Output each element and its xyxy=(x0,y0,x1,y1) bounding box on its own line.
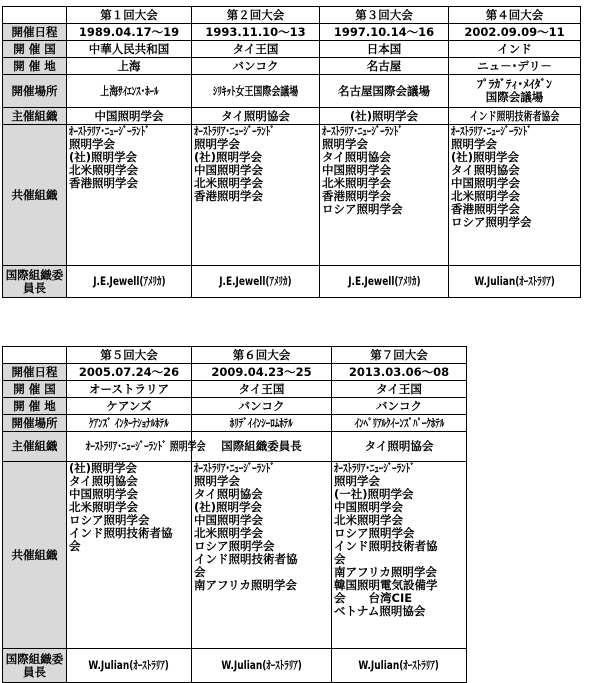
list-item: タイ照明協会 xyxy=(322,150,391,164)
cell: (社)照明学会 xyxy=(320,108,449,125)
list-item: ロシア照明学会 xyxy=(69,513,150,527)
row-cosponsors xyxy=(3,125,581,266)
list-item: 北米照明学会 xyxy=(194,526,263,540)
list-item: 照明学会 xyxy=(322,137,368,151)
row-cosponsors xyxy=(3,462,467,649)
cell: 上海 xyxy=(67,58,192,75)
cell xyxy=(449,266,581,298)
cell xyxy=(320,266,449,298)
cosponsor-cell xyxy=(67,462,192,649)
list-item: 香港照明学会 xyxy=(69,176,138,190)
cell xyxy=(67,415,192,432)
row-chair xyxy=(3,649,467,683)
cell-text: J.E.Jewell(ｱﾒﾘｶ) xyxy=(219,274,292,288)
list-item: タイ照明協会 xyxy=(194,487,263,501)
cell xyxy=(449,108,581,125)
list-item: 会 台湾CIE xyxy=(334,591,413,605)
row-venue xyxy=(3,415,467,432)
row-label: 開催日程 xyxy=(3,24,67,41)
list-item: 香港照明学会 xyxy=(194,189,263,203)
list-item: ロシア照明学会 xyxy=(194,539,275,553)
cell: 中華人民共和国 xyxy=(67,41,192,58)
list-item: 会 xyxy=(194,565,206,579)
list-item: 照明学会 xyxy=(194,474,240,488)
cell: タイ王国 xyxy=(192,381,332,398)
row-label: 開 催 地 xyxy=(3,58,67,75)
row-label: 開 催 国 xyxy=(3,41,67,58)
cell xyxy=(449,75,581,108)
cell: 国際組織委員長 xyxy=(192,432,332,462)
cell xyxy=(67,75,192,108)
list-item: インド照明技術者協 xyxy=(194,552,298,566)
list-item: 中国照明学会 xyxy=(334,500,403,514)
list-item: 中国照明学会 xyxy=(194,163,263,177)
cell: インド xyxy=(449,41,581,58)
cell: 日本国 xyxy=(320,41,449,58)
list-item: 中国照明学会 xyxy=(451,176,520,190)
cell: 2002.09.09～11 xyxy=(449,24,581,41)
cosponsor-cell xyxy=(449,125,581,266)
list-item: (社)照明学会 xyxy=(194,500,263,514)
cell-text: ｲﾝﾍﾟﾘｱﾙｸｲｰﾝｽﾞﾊﾟｰｸﾎﾃﾙ xyxy=(354,415,444,430)
cell: ニュ－･デリ－ xyxy=(449,58,581,75)
row-venue xyxy=(3,75,581,108)
row-country xyxy=(3,41,581,58)
row-dates xyxy=(3,364,467,381)
list-item: 中国照明学会 xyxy=(194,513,263,527)
cell xyxy=(67,266,192,298)
cell: タイ王国 xyxy=(192,41,320,58)
row-label: 国際組織委員長 xyxy=(3,266,67,298)
header-row xyxy=(3,7,581,24)
list-item: (社)照明学会 xyxy=(69,150,138,164)
cell-text: ｼﾘｷｯﾄ女王国際会議場 xyxy=(212,83,299,98)
row-label: 開 催 国 xyxy=(3,381,67,398)
list-item: 北米照明学会 xyxy=(194,176,263,190)
cell: タイ照明協会 xyxy=(192,108,320,125)
cell: タイ照明協会 xyxy=(332,432,467,462)
cell-text: ｹｱﾝｽﾞ ｲﾝﾀｰﾅｼｮﾅﾙﾎﾃﾙ xyxy=(89,415,169,430)
cosponsor-cell xyxy=(332,462,467,649)
col-header: 第６回大会 xyxy=(192,347,332,364)
list-item: ロシア照明学会 xyxy=(322,202,403,216)
list-item: 南アフリカ照明学会 xyxy=(334,565,437,579)
cell-text: インド照明技術者協会 xyxy=(469,108,560,123)
row-chair xyxy=(3,266,581,298)
cell-text: W.Julian(ｵｰｽﾄﾗﾘｱ) xyxy=(221,658,302,672)
list-item: 会 xyxy=(69,539,81,553)
row-label: 国際組織委員長 xyxy=(3,649,67,683)
list-item: 香港照明学会 xyxy=(451,202,520,216)
cell: オーストラリア xyxy=(67,381,192,398)
col-header: 第２回大会 xyxy=(192,7,320,24)
cell: バンコク xyxy=(332,398,467,415)
cosponsor-cell xyxy=(320,125,449,266)
list-item: 南アフリカ照明学会 xyxy=(194,578,297,592)
list-item: ｵｰｽﾄﾗﾘｱ･ﾆｭｰｼﾞｰﾗﾝﾄﾞ xyxy=(194,461,275,475)
cell-text: J.E.Jewell(ｱﾒﾘｶ) xyxy=(92,274,166,288)
cell: バンコク xyxy=(192,398,332,415)
cell: 1989.04.17～19 xyxy=(67,24,192,41)
row-label: 主催組織 xyxy=(3,108,67,125)
row-country xyxy=(3,381,467,398)
list-item: 照明学会 xyxy=(334,474,380,488)
col-header: 第４回大会 xyxy=(449,7,581,24)
col-header: 第７回大会 xyxy=(332,347,467,364)
cell xyxy=(192,649,332,683)
cell: 名古屋国際会議場 xyxy=(320,75,449,108)
row-dates xyxy=(3,24,581,41)
cell-text: ﾎﾘﾃﾞｲｲﾝｼｰﾛﾑﾎﾃﾙ xyxy=(230,415,293,430)
row-label: 開催日程 xyxy=(3,364,67,381)
list-item: (社)照明学会 xyxy=(451,150,520,164)
cell-text: W.Julian(ｵｰｽﾄﾗﾘｱ) xyxy=(358,658,440,672)
list-item: タイ照明協会 xyxy=(451,163,520,177)
cell xyxy=(67,649,192,683)
list-item: 照明学会 xyxy=(194,137,240,151)
list-item: ロシア照明学会 xyxy=(334,526,415,540)
list-item: 中国照明学会 xyxy=(69,487,138,501)
row-label: 開催場所 xyxy=(3,75,67,108)
cosponsor-cell xyxy=(192,462,332,649)
list-item: 北米照明学会 xyxy=(334,513,403,527)
row-label: 開 催 地 xyxy=(3,398,67,415)
list-item: 北米照明学会 xyxy=(69,500,138,514)
list-item: ｵｰｽﾄﾗﾘｱ･ﾆｭｰｼﾞｰﾗﾝﾄﾞ xyxy=(69,124,150,138)
list-item: 韓国照明電気設備学 xyxy=(334,578,438,592)
list-item: タイ照明協会 xyxy=(69,474,138,488)
col-header: 第１回大会 xyxy=(67,7,192,24)
list-item: 北米照明学会 xyxy=(322,176,391,190)
row-city xyxy=(3,58,581,75)
list-item: ベトナム照明協会 xyxy=(334,604,426,618)
list-item: ｵｰｽﾄﾗﾘｱ･ﾆｭｰｼﾞｰﾗﾝﾄﾞ xyxy=(334,461,415,475)
cell-text: 上海ｻｲｴﾝｽ･ﾎｰﾙ xyxy=(99,83,159,98)
cell-text: ﾌﾟﾗｶﾞﾃｨ･ﾒｲﾀﾞﾝ 国際会議場 xyxy=(477,77,552,104)
row-label: 共催組織 xyxy=(3,125,67,266)
cell-text: ｵｰｽﾄﾗﾘｱ･ﾆｭｰｼﾞｰﾗﾝﾄﾞ 照明学会 xyxy=(85,439,206,453)
row-organizer xyxy=(3,108,581,125)
corner-cell xyxy=(3,7,67,24)
header-row xyxy=(3,347,467,364)
list-item: ｵｰｽﾄﾗﾘｱ･ﾆｭｰｼﾞｰﾗﾝﾄﾞ xyxy=(194,124,275,138)
cell xyxy=(332,415,467,432)
cell xyxy=(192,75,320,108)
col-header: 第３回大会 xyxy=(320,7,449,24)
list-item: 照明学会 xyxy=(451,137,497,151)
list-item: インド照明技術者協 xyxy=(69,526,173,540)
conference-table-1 xyxy=(2,6,581,298)
list-item: インド照明技術者協 xyxy=(334,539,438,553)
row-label: 開催場所 xyxy=(3,415,67,432)
cell: 名古屋 xyxy=(320,58,449,75)
cell xyxy=(192,415,332,432)
cell: ケアンズ xyxy=(67,398,192,415)
cell: 2013.03.06～08 xyxy=(332,364,467,381)
cosponsor-cell xyxy=(67,125,192,266)
list-item: 照明学会 xyxy=(69,137,115,151)
row-organizer xyxy=(3,432,467,462)
list-item: (社)照明学会 xyxy=(69,461,138,475)
cell-text: J.E.Jewell(ｱﾒﾘｶ) xyxy=(347,274,421,288)
cell-text: W.Julian(ｵｰｽﾄﾗﾘｱ) xyxy=(474,274,555,288)
cell xyxy=(192,266,320,298)
list-item: ｵｰｽﾄﾗﾘｱ･ﾆｭｰｼﾞｰﾗﾝﾄﾞ xyxy=(322,124,403,138)
list-item: ｵｰｽﾄﾗﾘｱ･ﾆｭｰｼﾞｰﾗﾝﾄﾞ xyxy=(451,124,532,138)
col-header: 第５回大会 xyxy=(67,347,192,364)
cosponsor-cell xyxy=(192,125,320,266)
list-item: 中国照明学会 xyxy=(322,163,391,177)
list-item: 北米照明学会 xyxy=(69,163,138,177)
cell: バンコク xyxy=(192,58,320,75)
list-item: ロシア照明学会 xyxy=(451,215,532,229)
cell xyxy=(67,432,206,462)
cell-text: W.Julian(ｵｰｽﾄﾗﾘｱ) xyxy=(88,658,170,672)
cell xyxy=(332,649,467,683)
list-item: (社)照明学会 xyxy=(194,150,263,164)
list-item: 会 xyxy=(334,552,346,566)
row-label: 主催組織 xyxy=(3,432,67,462)
row-city xyxy=(3,398,467,415)
list-item: 北米照明学会 xyxy=(451,189,520,203)
cell: 1993.11.10～13 xyxy=(192,24,320,41)
list-item: (一社)照明学会 xyxy=(334,487,414,501)
cell: 中国照明学会 xyxy=(67,108,192,125)
row-label: 共催組織 xyxy=(3,462,67,649)
cell: タイ王国 xyxy=(332,381,467,398)
list-item: 香港照明学会 xyxy=(322,189,391,203)
cell: 2009.04.23～25 xyxy=(192,364,332,381)
cell: 2005.07.24～26 xyxy=(67,364,192,381)
corner-cell xyxy=(3,347,67,364)
cell: 1997.10.14～16 xyxy=(320,24,449,41)
conference-table-2 xyxy=(2,346,467,683)
